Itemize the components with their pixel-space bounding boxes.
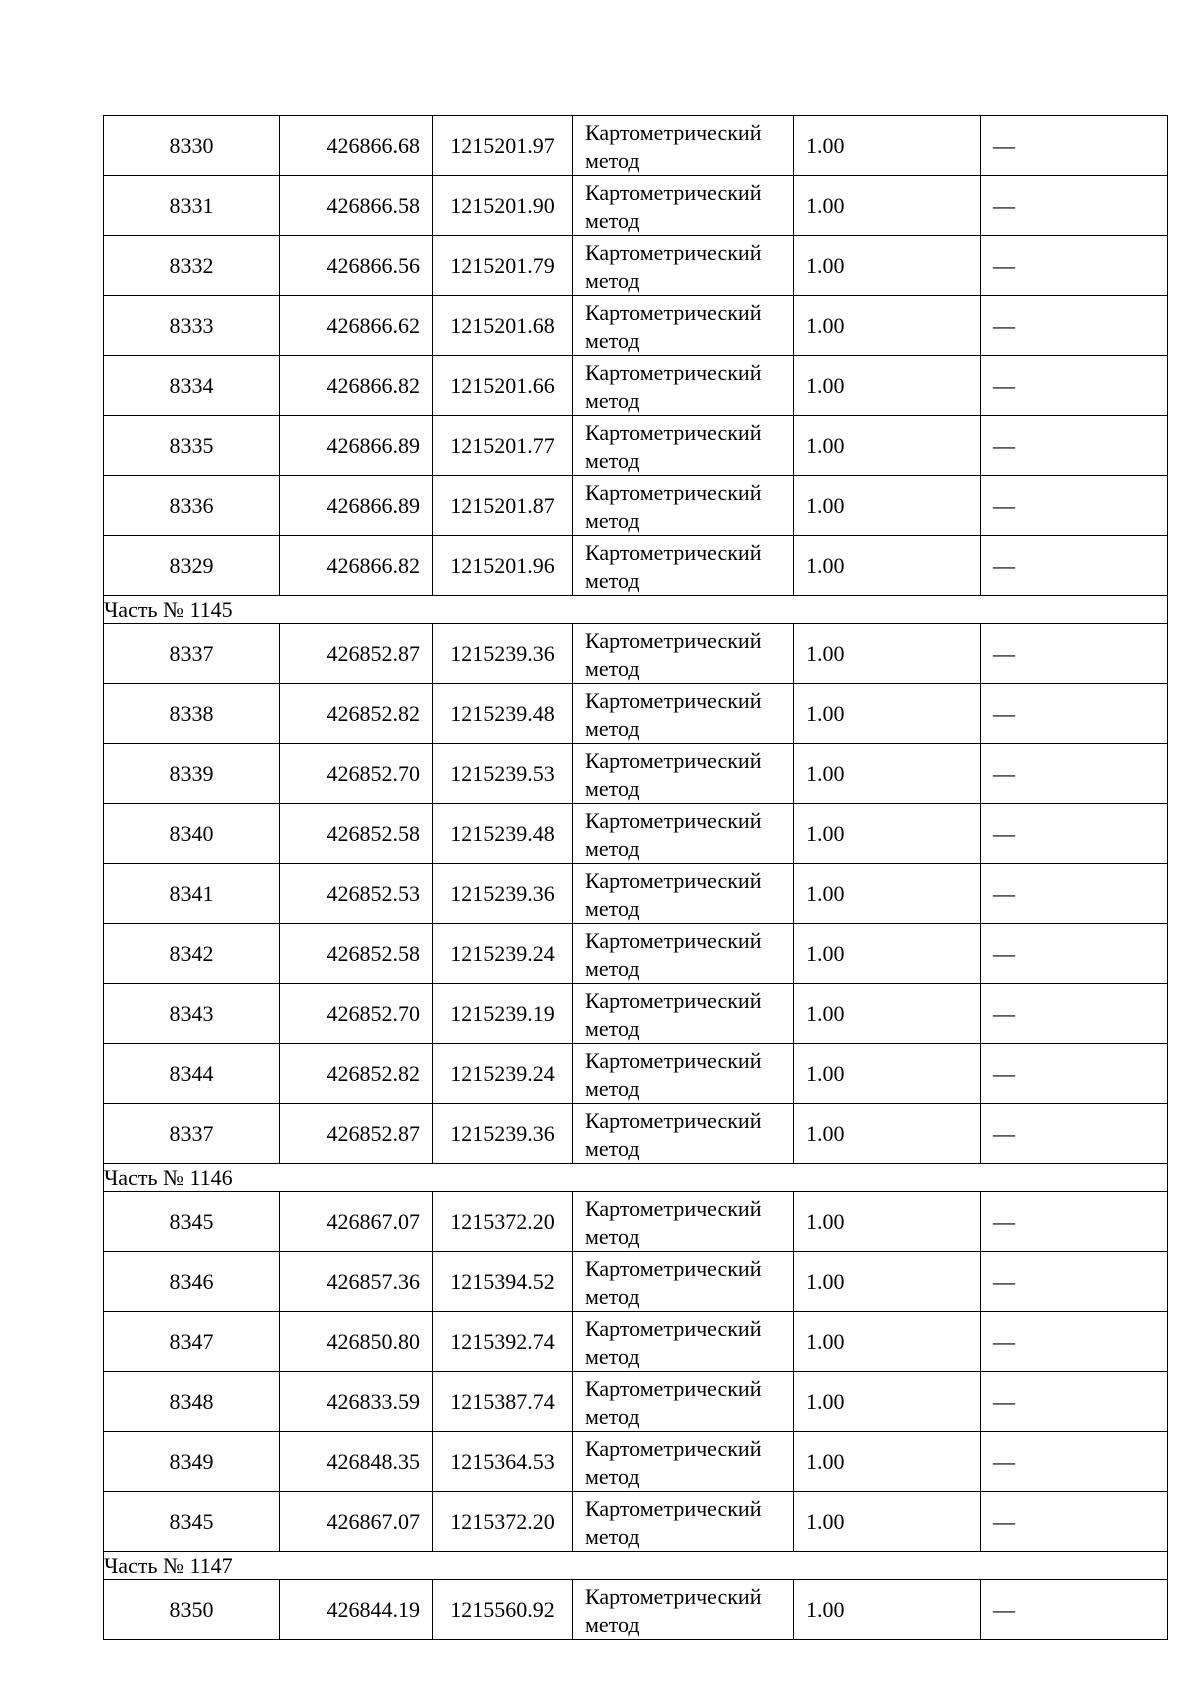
x-coordinate-cell: 426852.70 — [280, 984, 433, 1044]
method-line-1: Картометрический — [585, 1196, 762, 1221]
method-cell — [573, 356, 794, 416]
table-row — [104, 236, 1168, 296]
method-line-2: метод — [585, 1224, 640, 1249]
x-coordinate-cell: 426852.87 — [280, 624, 433, 684]
precision-cell: 1.00 — [794, 804, 981, 864]
method-cell — [573, 624, 794, 684]
method-cell — [573, 1252, 794, 1312]
precision-cell: 1.00 — [794, 924, 981, 984]
method-line-1: Картометрический — [585, 1496, 762, 1521]
method-line-1: Картометрический — [585, 480, 762, 505]
method-line-2: метод — [585, 836, 640, 861]
note-cell: — — [981, 744, 1168, 804]
coordinates-table — [103, 115, 1168, 1640]
note-cell: — — [981, 1192, 1168, 1252]
note-cell: — — [981, 804, 1168, 864]
table-row — [104, 1192, 1168, 1252]
precision-cell: 1.00 — [794, 1372, 981, 1432]
method-line-2: метод — [585, 1076, 640, 1101]
precision-cell: 1.00 — [794, 864, 981, 924]
note-cell: — — [981, 1044, 1168, 1104]
x-coordinate-cell: 426866.89 — [280, 476, 433, 536]
method-cell — [573, 1492, 794, 1552]
method-line-2: метод — [585, 1524, 640, 1549]
y-coordinate-cell: 1215372.20 — [433, 1192, 573, 1252]
table-row — [104, 476, 1168, 536]
precision-cell: 1.00 — [794, 1432, 981, 1492]
method-cell — [573, 1192, 794, 1252]
method-line-1: Картометрический — [585, 1376, 762, 1401]
table-row — [104, 744, 1168, 804]
point-number-cell: 8347 — [104, 1312, 280, 1372]
y-coordinate-cell: 1215201.96 — [433, 536, 573, 596]
note-cell: — — [981, 356, 1168, 416]
method-line-2: метод — [585, 776, 640, 801]
method-cell — [573, 176, 794, 236]
method-cell — [573, 1432, 794, 1492]
method-line-2: метод — [585, 1344, 640, 1369]
method-line-2: метод — [585, 716, 640, 741]
method-line-1: Картометрический — [585, 360, 762, 385]
table-row — [104, 536, 1168, 596]
method-cell — [573, 1044, 794, 1104]
precision-cell: 1.00 — [794, 356, 981, 416]
method-cell — [573, 984, 794, 1044]
method-line-1: Картометрический — [585, 1584, 762, 1609]
precision-cell: 1.00 — [794, 1492, 981, 1552]
precision-cell: 1.00 — [794, 1044, 981, 1104]
method-line-2: метод — [585, 1136, 640, 1161]
y-coordinate-cell: 1215560.92 — [433, 1580, 573, 1640]
precision-cell: 1.00 — [794, 536, 981, 596]
point-number-cell: 8333 — [104, 296, 280, 356]
note-cell: — — [981, 236, 1168, 296]
note-cell: — — [981, 624, 1168, 684]
part-label: Часть № 1146 — [104, 1164, 1168, 1192]
table-row — [104, 416, 1168, 476]
point-number-cell: 8350 — [104, 1580, 280, 1640]
method-line-1: Картометрический — [585, 808, 762, 833]
y-coordinate-cell: 1215201.68 — [433, 296, 573, 356]
x-coordinate-cell: 426852.58 — [280, 924, 433, 984]
precision-cell: 1.00 — [794, 1312, 981, 1372]
method-cell — [573, 236, 794, 296]
x-coordinate-cell: 426866.58 — [280, 176, 433, 236]
precision-cell: 1.00 — [794, 1104, 981, 1164]
table-row — [104, 1104, 1168, 1164]
y-coordinate-cell: 1215239.36 — [433, 1104, 573, 1164]
point-number-cell: 8345 — [104, 1192, 280, 1252]
point-number-cell: 8343 — [104, 984, 280, 1044]
note-cell: — — [981, 924, 1168, 984]
x-coordinate-cell: 426866.82 — [280, 356, 433, 416]
table-row — [104, 1252, 1168, 1312]
method-cell — [573, 924, 794, 984]
method-line-1: Картометрический — [585, 240, 762, 265]
y-coordinate-cell: 1215201.66 — [433, 356, 573, 416]
method-cell — [573, 416, 794, 476]
method-cell — [573, 684, 794, 744]
x-coordinate-cell: 426833.59 — [280, 1372, 433, 1432]
table-row — [104, 116, 1168, 176]
x-coordinate-cell: 426852.82 — [280, 1044, 433, 1104]
precision-cell: 1.00 — [794, 624, 981, 684]
method-line-1: Картометрический — [585, 748, 762, 773]
method-line-2: метод — [585, 508, 640, 533]
x-coordinate-cell: 426848.35 — [280, 1432, 433, 1492]
note-cell: — — [981, 684, 1168, 744]
method-line-1: Картометрический — [585, 420, 762, 445]
y-coordinate-cell: 1215201.87 — [433, 476, 573, 536]
x-coordinate-cell: 426857.36 — [280, 1252, 433, 1312]
method-cell — [573, 296, 794, 356]
table-row — [104, 924, 1168, 984]
y-coordinate-cell: 1215239.53 — [433, 744, 573, 804]
method-cell — [573, 116, 794, 176]
x-coordinate-cell: 426866.62 — [280, 296, 433, 356]
method-line-2: метод — [585, 1464, 640, 1489]
method-line-1: Картометрический — [585, 1256, 762, 1281]
note-cell: — — [981, 116, 1168, 176]
method-line-1: Картометрический — [585, 1316, 762, 1341]
point-number-cell: 8346 — [104, 1252, 280, 1312]
note-cell: — — [981, 296, 1168, 356]
table-row — [104, 176, 1168, 236]
table-row — [104, 296, 1168, 356]
x-coordinate-cell: 426850.80 — [280, 1312, 433, 1372]
method-cell — [573, 1580, 794, 1640]
y-coordinate-cell: 1215387.74 — [433, 1372, 573, 1432]
note-cell: — — [981, 416, 1168, 476]
point-number-cell: 8335 — [104, 416, 280, 476]
method-cell — [573, 1372, 794, 1432]
point-number-cell: 8349 — [104, 1432, 280, 1492]
method-cell — [573, 1104, 794, 1164]
method-line-1: Картометрический — [585, 988, 762, 1013]
precision-cell: 1.00 — [794, 684, 981, 744]
y-coordinate-cell: 1215392.74 — [433, 1312, 573, 1372]
table-row — [104, 1372, 1168, 1432]
table-row — [104, 864, 1168, 924]
y-coordinate-cell: 1215201.79 — [433, 236, 573, 296]
method-line-2: метод — [585, 448, 640, 473]
method-cell — [573, 864, 794, 924]
y-coordinate-cell: 1215239.24 — [433, 924, 573, 984]
point-number-cell: 8342 — [104, 924, 280, 984]
y-coordinate-cell: 1215372.20 — [433, 1492, 573, 1552]
table-row — [104, 1580, 1168, 1640]
point-number-cell: 8339 — [104, 744, 280, 804]
method-cell — [573, 1312, 794, 1372]
x-coordinate-cell: 426866.89 — [280, 416, 433, 476]
part-header-row — [104, 596, 1168, 624]
point-number-cell: 8348 — [104, 1372, 280, 1432]
y-coordinate-cell: 1215239.19 — [433, 984, 573, 1044]
method-line-2: метод — [585, 1612, 640, 1637]
point-number-cell: 8336 — [104, 476, 280, 536]
note-cell: — — [981, 1580, 1168, 1640]
precision-cell: 1.00 — [794, 1252, 981, 1312]
y-coordinate-cell: 1215239.36 — [433, 624, 573, 684]
table-row — [104, 984, 1168, 1044]
method-line-1: Картометрический — [585, 1108, 762, 1133]
method-line-2: метод — [585, 1284, 640, 1309]
precision-cell: 1.00 — [794, 116, 981, 176]
table-row — [104, 1044, 1168, 1104]
point-number-cell: 8329 — [104, 536, 280, 596]
y-coordinate-cell: 1215394.52 — [433, 1252, 573, 1312]
note-cell: — — [981, 1312, 1168, 1372]
y-coordinate-cell: 1215239.36 — [433, 864, 573, 924]
note-cell: — — [981, 1252, 1168, 1312]
precision-cell: 1.00 — [794, 416, 981, 476]
method-line-1: Картометрический — [585, 1436, 762, 1461]
note-cell: — — [981, 476, 1168, 536]
method-line-2: метод — [585, 388, 640, 413]
x-coordinate-cell: 426866.68 — [280, 116, 433, 176]
point-number-cell: 8337 — [104, 1104, 280, 1164]
note-cell: — — [981, 1492, 1168, 1552]
method-line-2: метод — [585, 148, 640, 173]
method-cell — [573, 536, 794, 596]
part-header-row — [104, 1552, 1168, 1580]
method-line-2: метод — [585, 208, 640, 233]
method-line-1: Картометрический — [585, 868, 762, 893]
precision-cell: 1.00 — [794, 744, 981, 804]
note-cell: — — [981, 1104, 1168, 1164]
method-line-1: Картометрический — [585, 300, 762, 325]
method-line-1: Картометрический — [585, 928, 762, 953]
y-coordinate-cell: 1215201.77 — [433, 416, 573, 476]
method-line-1: Картометрический — [585, 540, 762, 565]
method-line-2: метод — [585, 568, 640, 593]
table-row — [104, 356, 1168, 416]
precision-cell: 1.00 — [794, 176, 981, 236]
table-row — [104, 1432, 1168, 1492]
x-coordinate-cell: 426852.53 — [280, 864, 433, 924]
table-row — [104, 1312, 1168, 1372]
point-number-cell: 8330 — [104, 116, 280, 176]
method-line-2: метод — [585, 956, 640, 981]
precision-cell: 1.00 — [794, 236, 981, 296]
table-row — [104, 804, 1168, 864]
method-line-2: метод — [585, 1016, 640, 1041]
method-cell — [573, 476, 794, 536]
method-line-1: Картометрический — [585, 688, 762, 713]
y-coordinate-cell: 1215364.53 — [433, 1432, 573, 1492]
table-row — [104, 1492, 1168, 1552]
point-number-cell: 8331 — [104, 176, 280, 236]
x-coordinate-cell: 426852.87 — [280, 1104, 433, 1164]
note-cell: — — [981, 984, 1168, 1044]
method-line-2: метод — [585, 1404, 640, 1429]
point-number-cell: 8337 — [104, 624, 280, 684]
x-coordinate-cell: 426866.56 — [280, 236, 433, 296]
precision-cell: 1.00 — [794, 296, 981, 356]
note-cell: — — [981, 176, 1168, 236]
point-number-cell: 8334 — [104, 356, 280, 416]
part-label: Часть № 1147 — [104, 1552, 1168, 1580]
x-coordinate-cell: 426867.07 — [280, 1192, 433, 1252]
x-coordinate-cell: 426867.07 — [280, 1492, 433, 1552]
note-cell: — — [981, 536, 1168, 596]
x-coordinate-cell: 426866.82 — [280, 536, 433, 596]
x-coordinate-cell: 426852.70 — [280, 744, 433, 804]
method-line-2: метод — [585, 896, 640, 921]
precision-cell: 1.00 — [794, 476, 981, 536]
x-coordinate-cell: 426852.58 — [280, 804, 433, 864]
point-number-cell: 8332 — [104, 236, 280, 296]
table-row — [104, 684, 1168, 744]
x-coordinate-cell: 426852.82 — [280, 684, 433, 744]
note-cell: — — [981, 1372, 1168, 1432]
method-line-1: Картометрический — [585, 628, 762, 653]
method-cell — [573, 804, 794, 864]
point-number-cell: 8340 — [104, 804, 280, 864]
method-line-1: Картометрический — [585, 1048, 762, 1073]
x-coordinate-cell: 426844.19 — [280, 1580, 433, 1640]
part-header-row — [104, 1164, 1168, 1192]
point-number-cell: 8338 — [104, 684, 280, 744]
method-line-1: Картометрический — [585, 120, 762, 145]
part-label: Часть № 1145 — [104, 596, 1168, 624]
table-row — [104, 624, 1168, 684]
point-number-cell: 8341 — [104, 864, 280, 924]
note-cell: — — [981, 1432, 1168, 1492]
y-coordinate-cell: 1215201.90 — [433, 176, 573, 236]
point-number-cell: 8344 — [104, 1044, 280, 1104]
y-coordinate-cell: 1215201.97 — [433, 116, 573, 176]
precision-cell: 1.00 — [794, 1192, 981, 1252]
y-coordinate-cell: 1215239.24 — [433, 1044, 573, 1104]
note-cell: — — [981, 864, 1168, 924]
precision-cell: 1.00 — [794, 1580, 981, 1640]
precision-cell: 1.00 — [794, 984, 981, 1044]
method-line-2: метод — [585, 268, 640, 293]
method-cell — [573, 744, 794, 804]
y-coordinate-cell: 1215239.48 — [433, 804, 573, 864]
method-line-2: метод — [585, 328, 640, 353]
coordinates-table-body — [104, 116, 1168, 1640]
method-line-1: Картометрический — [585, 180, 762, 205]
method-line-2: метод — [585, 656, 640, 681]
y-coordinate-cell: 1215239.48 — [433, 684, 573, 744]
point-number-cell: 8345 — [104, 1492, 280, 1552]
